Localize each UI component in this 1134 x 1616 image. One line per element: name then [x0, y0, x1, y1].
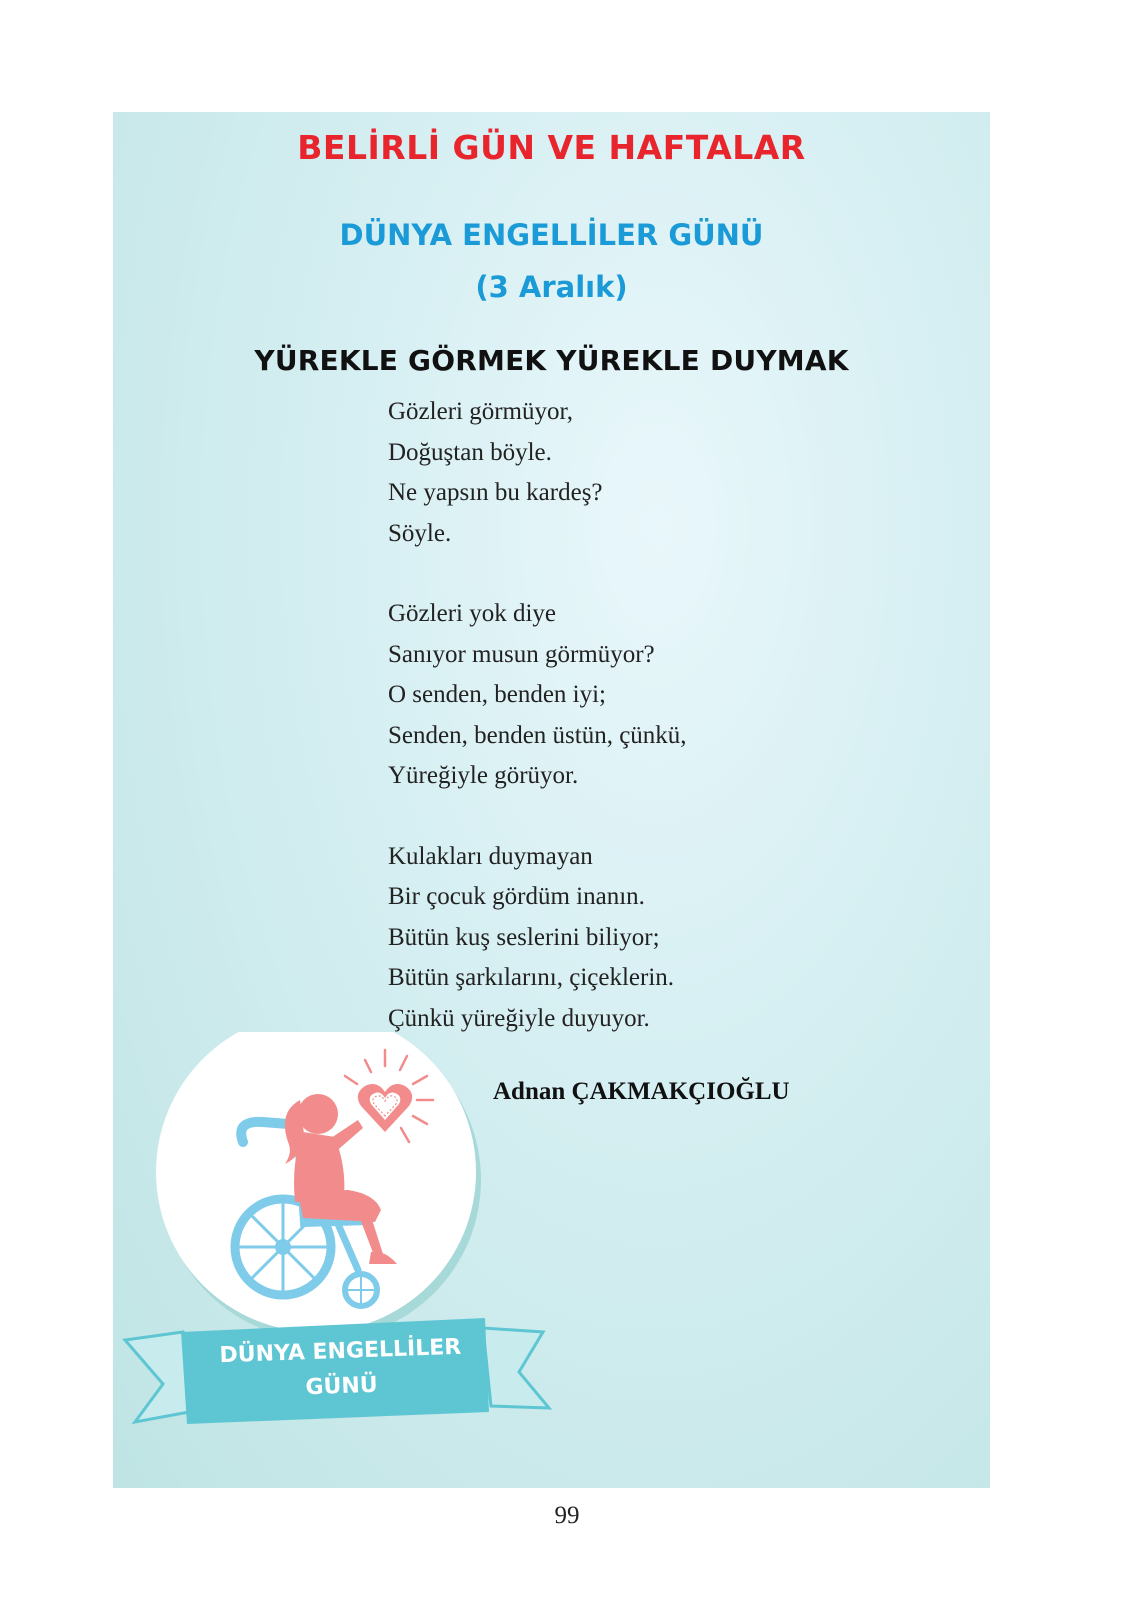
banner-line-2: GÜNÜ — [305, 1372, 379, 1401]
poem-title: YÜREKLE GÖRMEK YÜREKLE DUYMAK — [254, 344, 849, 377]
page-panel — [113, 112, 990, 1488]
stanza-2 — [388, 594, 687, 797]
poem-line: Yüreğiyle görüyor. — [388, 762, 579, 789]
day-title: DÜNYA ENGELLİLER GÜNÜ — [339, 218, 764, 252]
banner-text — [180, 1328, 502, 1409]
poem-line: Senden, benden üstün, çünkü, — [388, 721, 687, 749]
illustration — [113, 1032, 593, 1488]
stanza-1 — [388, 392, 687, 554]
poem-line: O senden, benden iyi; — [388, 681, 607, 708]
banner-line-1: DÜNYA ENGELLİLER — [219, 1334, 462, 1369]
poem-line: Kulakları duymayan — [388, 842, 593, 870]
poem-line: Gözleri görmüyor, — [388, 398, 574, 425]
poem-author: Adnan ÇAKMAKÇIOĞLU — [493, 1078, 790, 1105]
poem-line: Sanıyor musun görmüyor? — [388, 640, 655, 668]
page-number: 99 — [554, 1502, 580, 1529]
section-title: BELİRLİ GÜN VE HAFTALAR — [297, 128, 806, 167]
poem-line: Bütün şarkılarını, çiçeklerin. — [388, 964, 675, 991]
poem-line: Çünkü yüreğiyle duyuyor. — [388, 1004, 650, 1032]
poem-line: Bir çocuk gördüm inanın. — [388, 883, 645, 910]
poem-line: Doğuştan böyle. — [388, 438, 552, 466]
stanza-3 — [388, 837, 687, 1040]
poem-line: Ne yapsın bu kardeş? — [388, 479, 603, 506]
poem-line: Söyle. — [388, 519, 452, 547]
poem-body — [388, 392, 687, 1079]
poem-line: Gözleri yok diye — [388, 600, 557, 627]
day-date: (3 Aralık) — [475, 270, 628, 304]
poem-line: Bütün kuş seslerini biliyor; — [388, 923, 660, 951]
